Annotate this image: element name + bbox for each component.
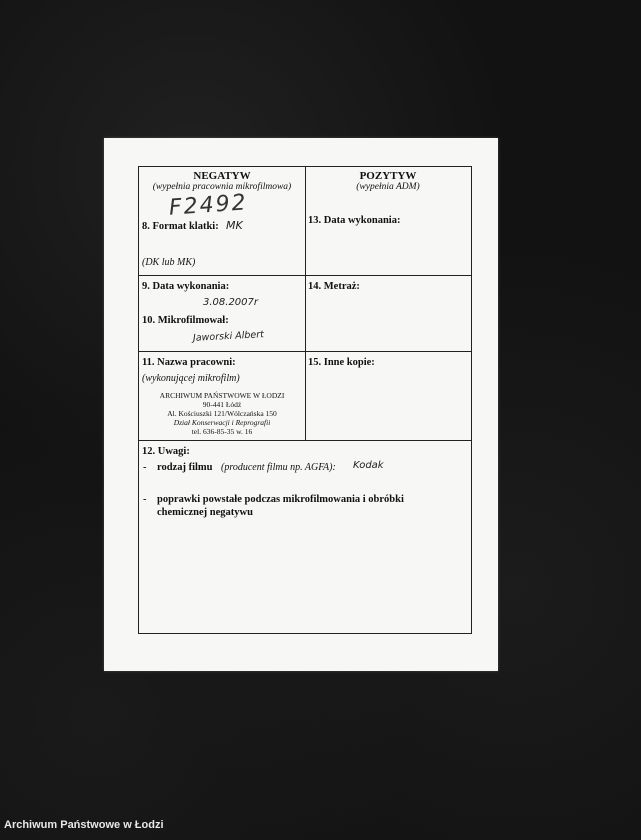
date-section [139,275,306,351]
date-label: 9. Data wykonania: [142,281,230,292]
pozytyw-date-label: 13. Data wykonania: [308,215,401,226]
remark-2-line-1: poprawki powstałe podczas mikrofilmowania i obróbki [157,494,404,505]
stamp-line-5: tel. 636-85-35 w. 16 [191,427,253,436]
stamp-line-1: ARCHIWUM PAŃSTWOWE W ŁODZI [159,391,285,400]
remark-2-line-2: chemicznej negatywu [157,507,253,518]
remark-1-label: rodzaj filmu [157,462,213,473]
metraz-section [305,275,471,351]
archive-caption: Archiwum Państwowe w Łodzi [4,819,164,831]
archive-stamp [139,391,305,436]
format-value: MK [226,219,243,232]
workshop-label: 11. Nazwa pracowni: [142,357,236,368]
workshop-section [139,351,306,440]
workshop-hint: (wykonującej mikrofilm) [142,373,240,384]
stamp-line-2: 90-441 Łódź [202,400,242,409]
remarks-label: 12. Uwagi: [142,446,190,457]
handwritten-number: F2492 [168,190,249,221]
filmed-label: 10. Mikrofilmował: [142,315,229,326]
remark-1-value: Kodak [353,460,384,471]
row-header-format [139,167,471,276]
format-label: 8. Format klatki: [142,221,219,232]
format-hint: (DK lub MK) [142,257,196,268]
remark-1-dash: - [143,462,147,473]
remark-2-dash: - [143,494,147,505]
remark-1-hint: (producent filmu np. AGFA): [221,462,336,473]
row-remarks [139,440,471,633]
filmed-value: Jaworski Albert [192,329,265,344]
pozytyw-subtitle: (wypełnia ADM) [356,182,420,192]
pozytyw-section [305,167,471,275]
stamp-line-4: Dział Konserwacji i Reprografii [173,418,271,427]
row-workshop [139,351,471,441]
metraz-label: 14. Metraż: [308,281,360,292]
negatyw-section [139,167,306,275]
copies-label: 15. Inne kopie: [308,357,375,368]
negatyw-subtitle: (wypełnia pracownia mikrofilmowa) [152,182,292,192]
copies-section [305,351,471,440]
pozytyw-title: POZYTYW [359,170,417,182]
negatyw-title: NEGATYW [193,170,251,182]
date-value: 3.08.2007r [203,297,259,308]
row-date [139,275,471,352]
stamp-line-3: Al. Kościuszki 121/Wólczańska 150 [167,409,277,418]
microfilm-form [138,166,472,634]
document-card [104,138,498,671]
